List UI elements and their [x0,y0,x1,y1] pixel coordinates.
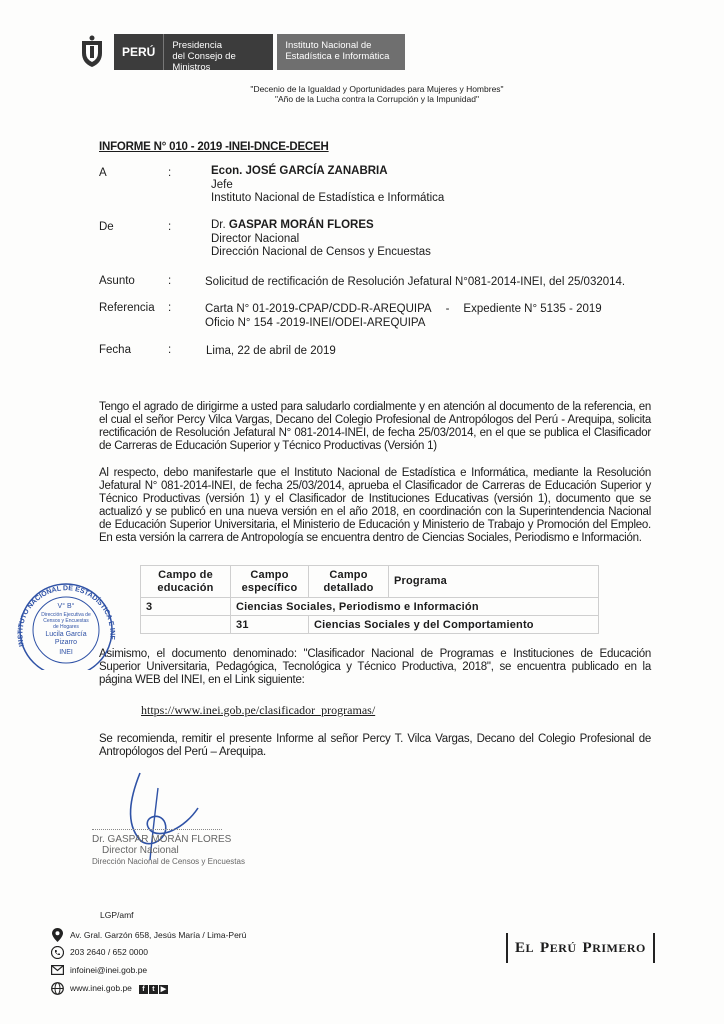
stamp-line: de Hogares [53,624,79,630]
colon: : [168,167,172,179]
field-value-de: Dr. GASPAR MORÁN FLORES Director Nacional Dirección Nacional de Censos y Encuestas [211,219,431,258]
field-label-fecha: Fecha [99,344,131,356]
table-cell: 3 [141,598,231,616]
location-pin-icon [50,928,64,942]
el-peru-primero-slogan: E L P ERÚ P RIMERO [506,933,655,963]
stamp-ring-text: INSTITUTO NACIONAL DE ESTADÍSTICA E INF [17,585,116,648]
table-header-row [141,566,599,598]
coat-of-arms-icon [74,34,110,70]
signature-line [92,829,222,830]
stamp-vb: V° B° [57,603,75,610]
table-cell: Ciencias Sociales, Periodismo e Información [231,598,599,616]
footer-email [50,963,147,977]
field-label-de: De [99,221,114,233]
peru-label: PERÚ [114,34,163,70]
table-cell: 31 [231,616,309,634]
signature-block: Dr. GASPAR MORÁN FLORES Director Nacional Dirección Nacional de Censos y Encuestas [92,834,245,866]
mail-icon [50,963,64,977]
field-value-referencia: Carta N° 01-2019-CPAP/CDD-R-AREQUIPA - Expediente N° 5135 - 2019 Oficio N° 154 -2019-INEI/ODEI-AREQUIPA [205,303,602,329]
table-header-cell: Campo de educación [141,566,231,598]
footer-phone [50,945,148,959]
table-header-cell: Programa [389,566,599,598]
table-row [141,616,599,634]
header-logos [74,34,405,73]
pcm-label: Presidencia del Consejo de Ministros [163,34,273,70]
document-title: INFORME N° 010 - 2019 -INEI-DNCE-DECEH [99,141,329,153]
paragraph-1: Tengo el agrado de dirigirme a usted para saludarlo cordialmente y en atención al documento de la referencia, en el cual el señor Percy Vilca Vargas, Decano del Colegio Profesional de Antropólogos del Perú - Arequipa, solicita rectificación de Resolución Jefatural N° 081-2014-INEI, de fecha 25/03/2014, en el que se publica el Clasificador de Carreras de Educación Superior y Técnico Productivas (Versión 1) [99,401,651,452]
field-label-a: A [99,167,107,179]
web-link[interactable]: www.inei.gob.pe [70,983,132,993]
globe-icon [50,981,64,995]
stamp-line: Dirección Ejecutiva de [41,612,91,618]
facebook-icon[interactable]: f [139,985,148,994]
paragraph-3: Asimismo, el documento denominado: "Clasificador Nacional de Programas e Instituciones de Educación Superior Universitaria, Pedagógica, Tecnológica y Técnico Productiva, 2018", se encuentra publicado en la página WEB del INEI, en el Link siguiente: [99,648,651,686]
table-cell [141,616,231,634]
classification-table [140,565,599,634]
phone-text: 203 2640 / 652 0000 [70,947,148,957]
decenio-text: "Decenio de la Igualdad y Oportunidades para Mujeres y Hombres" "Año de la Lucha contra la Corrupción y la Impunidad" [250,84,504,104]
field-value-a: Econ. JOSÉ GARCÍA ZANABRIA Jefe Instituto Nacional de Estadística e Informática [211,165,445,204]
approval-stamp [6,580,116,670]
table-cell: Ciencias Sociales y del Comportamiento [309,616,599,634]
paragraph-2: Al respecto, debo manifestarle que el Instituto Nacional de Estadística e Informática, mediante la Resolución Jefatural N° 081-2014-INEI, de fecha 25/03/2014, aprueba el Clasificador de Carreras de Educación Superior y Técnico Productivas (versión 1) y el Clasificador de Instituciones Educativas (versión 1), documento que se actualizó y se publicó en una nueva versión en el año 2018, en coordinación con la Superintendencia Nacional de Educación Superior Universitaria, el Ministerio de Educación y Ministerio de Trabajo y Promoción del Empleo. En esta versión la carrera de Antropología se encuentra dentro de Ciencias Sociales, Periodismo e Información. [99,467,651,544]
field-label-referencia: Referencia [99,302,155,314]
colon: : [168,275,172,287]
phone-icon [50,945,64,959]
table-row [141,598,599,616]
twitter-icon[interactable]: t [149,985,158,994]
address-text: Av. Gral. Garzón 658, Jesús María / Lima-Perú [70,930,247,940]
field-value-asunto: Solicitud de rectificación de Resolución Jefatural N°081-2014-INEI, del 25/032014. [205,276,626,288]
stamp-line: Pizarro [54,639,78,646]
colon: : [168,221,172,233]
field-label-asunto: Asunto [99,275,135,287]
paragraph-4: Se recomienda, remitir el presente Informe al señor Percy T. Vilca Vargas, Decano del Colegio Profesional de Antropólogos del Perú – Arequipa. [99,733,651,758]
field-value-fecha: Lima, 22 de abril de 2019 [206,345,336,357]
colon: : [168,302,172,314]
social-icons [138,983,168,994]
stamp-line: Lucila García [45,631,87,638]
stamp-line: Censos y Encuestas [43,618,89,624]
youtube-icon[interactable]: ▶ [160,985,167,993]
colon: : [168,344,172,356]
table-header-cell: Campo específico [231,566,309,598]
initials: LGP/amf [100,910,134,920]
footer-web [50,981,168,995]
footer-address [50,928,246,942]
table-header-cell: Campo detallado [309,566,389,598]
stamp-line: INEI [59,649,73,656]
clasificador-link[interactable]: https://www.inei.gob.pe/clasificador_programas/ [141,703,376,717]
email-link[interactable]: infoinei@inei.gob.pe [70,965,148,975]
inei-label: Instituto Nacional de Estadística e Informática [277,34,405,70]
